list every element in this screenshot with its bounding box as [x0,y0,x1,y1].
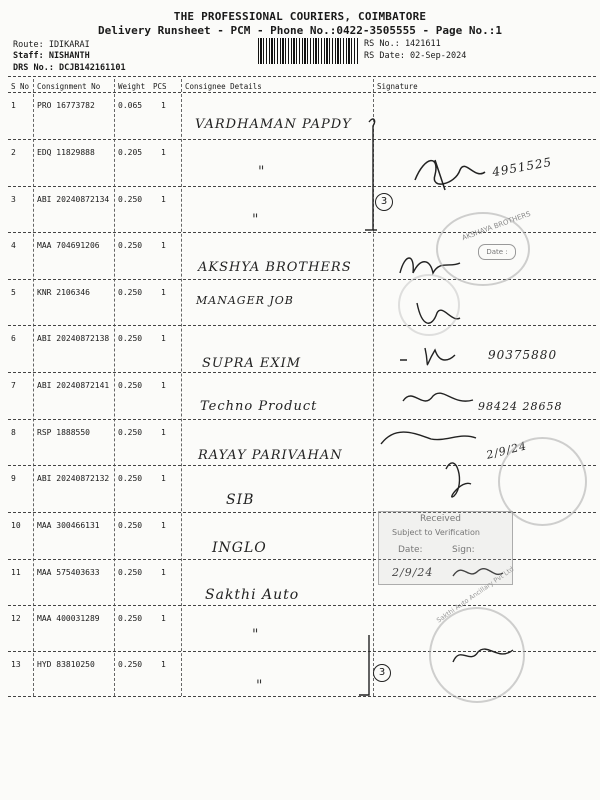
stamp-date-box: Date : [478,244,516,260]
consignee-handwritten: MANAGER JOB [196,294,294,307]
consignee-handwritten: AKSHYA BROTHERS [198,260,352,275]
consignee-handwritten: Techno Product [200,399,318,414]
col-header-consignment: Consignment No [37,82,101,91]
stamp-text: Sign: [452,545,475,555]
row-weight: 0.250 [118,660,143,669]
row-consignment: ABI 20240872132 [37,474,110,483]
consignee-handwritten: Sakthi Auto [205,587,300,603]
stamp-text: AKSHAYA BROTHERS [460,209,532,243]
row-sno: 13 [11,660,21,669]
ditto-mark: " [252,627,259,643]
ditto-mark: " [256,678,263,694]
row-consignment: HYD 83810250 [37,660,95,669]
runsheet-subtitle: Delivery Runsheet - PCM - Phone No.:0422-3505555 - Page No.:1 [98,24,502,37]
row-pcs: 1 [161,195,166,204]
row-divider [8,325,596,326]
row-pcs: 1 [161,428,166,437]
row-divider [8,186,596,187]
row-sno: 7 [11,381,16,390]
row-sno: 8 [11,428,16,437]
row-consignment: MAA 300466131 [37,521,100,530]
row-pcs: 1 [161,288,166,297]
rs-number: RS No.: 1421611 [364,39,441,49]
row-pcs: 1 [161,101,166,110]
ditto-mark: " [252,212,259,228]
rs-date: RS Date: 02-Sep-2024 [364,51,467,61]
row-divider [8,139,596,140]
signature-date: 2/9/24 [485,439,529,462]
signature-scribble [376,424,486,504]
row-pcs: 1 [161,381,166,390]
row-consignment: ABI 20240872134 [37,195,110,204]
consignee-handwritten: VARDHAMAN PAPDY [195,117,352,132]
col-header-signature: Signature [377,82,418,91]
table-bottom-border [8,696,596,697]
row-consignment: MAA 704691206 [37,241,100,250]
circled-number: 3 [375,193,393,211]
circled-number: 3 [373,664,391,682]
row-sno: 10 [11,521,21,530]
row-pcs: 1 [161,521,166,530]
row-sno: 9 [11,474,16,483]
consignee-handwritten: RAYAY PARIVAHAN [198,448,343,463]
row-consignment: ABI 20240872141 [37,381,110,390]
row-pcs: 1 [161,334,166,343]
stamp-text: Subject to Verification [392,528,480,537]
row-pcs: 1 [161,568,166,577]
signature-phone-number: 98424 28658 [478,400,563,413]
row-weight: 0.065 [118,101,143,110]
row-weight: 0.250 [118,614,143,623]
row-sno: 1 [11,101,16,110]
stamp-text: Date: [398,545,423,555]
row-sno: 5 [11,288,16,297]
row-weight: 0.250 [118,521,143,530]
drs-number: DRS No.: DCJB142161101 [13,63,126,73]
row-sno: 4 [11,241,16,250]
row-weight: 0.250 [118,241,143,250]
row-weight: 0.250 [118,381,143,390]
row-pcs: 1 [161,148,166,157]
row-sno: 2 [11,148,16,157]
row-sno: 11 [11,568,21,577]
row-pcs: 1 [161,614,166,623]
row-consignment: EDQ 11829888 [37,148,95,157]
signature-phone-number: 4951525 [491,154,554,180]
col-header-sno: S No [11,82,30,91]
table-top-border [8,76,596,77]
col-header-pcs: PCS [153,82,167,91]
signature-phone-number: 90375880 [488,348,558,362]
consignee-handwritten: INGLO [212,540,267,556]
header-divider [8,92,596,93]
row-consignment: MAA 400031289 [37,614,100,623]
row-consignment: PRO 16773782 [37,101,95,110]
consignee-handwritten: SIB [226,492,255,508]
row-weight: 0.250 [118,428,143,437]
row-pcs: 1 [161,660,166,669]
col-divider [33,79,34,696]
row-divider [8,372,596,373]
row-pcs: 1 [161,474,166,483]
row-weight: 0.250 [118,195,143,204]
barcode [258,38,358,64]
signature-scribble [405,150,495,195]
row-weight: 0.205 [118,148,143,157]
signature-scribble [395,340,485,370]
row-consignment: ABI 20240872138 [37,334,110,343]
row-sno: 3 [11,195,16,204]
staff-label: Staff: NISHANTH [13,51,90,61]
row-pcs: 1 [161,241,166,250]
row-weight: 0.250 [118,474,143,483]
stamp-text: Sakthi Auto Ancillary Pvt Ltd [435,565,516,625]
runsheet-title: THE PROFESSIONAL COURIERS, COIMBATORE [173,10,427,23]
row-divider [8,605,596,606]
route-label: Route: IDIKARAI [13,40,90,50]
row-divider [8,419,596,420]
row-sno: 12 [11,614,21,623]
row-consignment: KNR 2106346 [37,288,90,297]
col-divider [181,79,182,696]
ditto-mark: " [258,164,265,180]
faded-round-stamp [398,274,460,336]
row-weight: 0.250 [118,568,143,577]
signature-date: 2/9/24 [392,566,434,579]
row-weight: 0.250 [118,288,143,297]
col-divider [114,79,115,696]
row-consignment: MAA 575403633 [37,568,100,577]
col-header-consignee: Consignee Details [185,82,262,91]
row-consignment: RSP 1888550 [37,428,90,437]
consignee-handwritten: SUPRA EXIM [202,356,302,371]
signature-scribble [398,386,478,412]
col-header-weight: Weight [118,82,146,91]
row-sno: 6 [11,334,16,343]
row-weight: 0.250 [118,334,143,343]
stamp-text: Received [420,514,461,524]
